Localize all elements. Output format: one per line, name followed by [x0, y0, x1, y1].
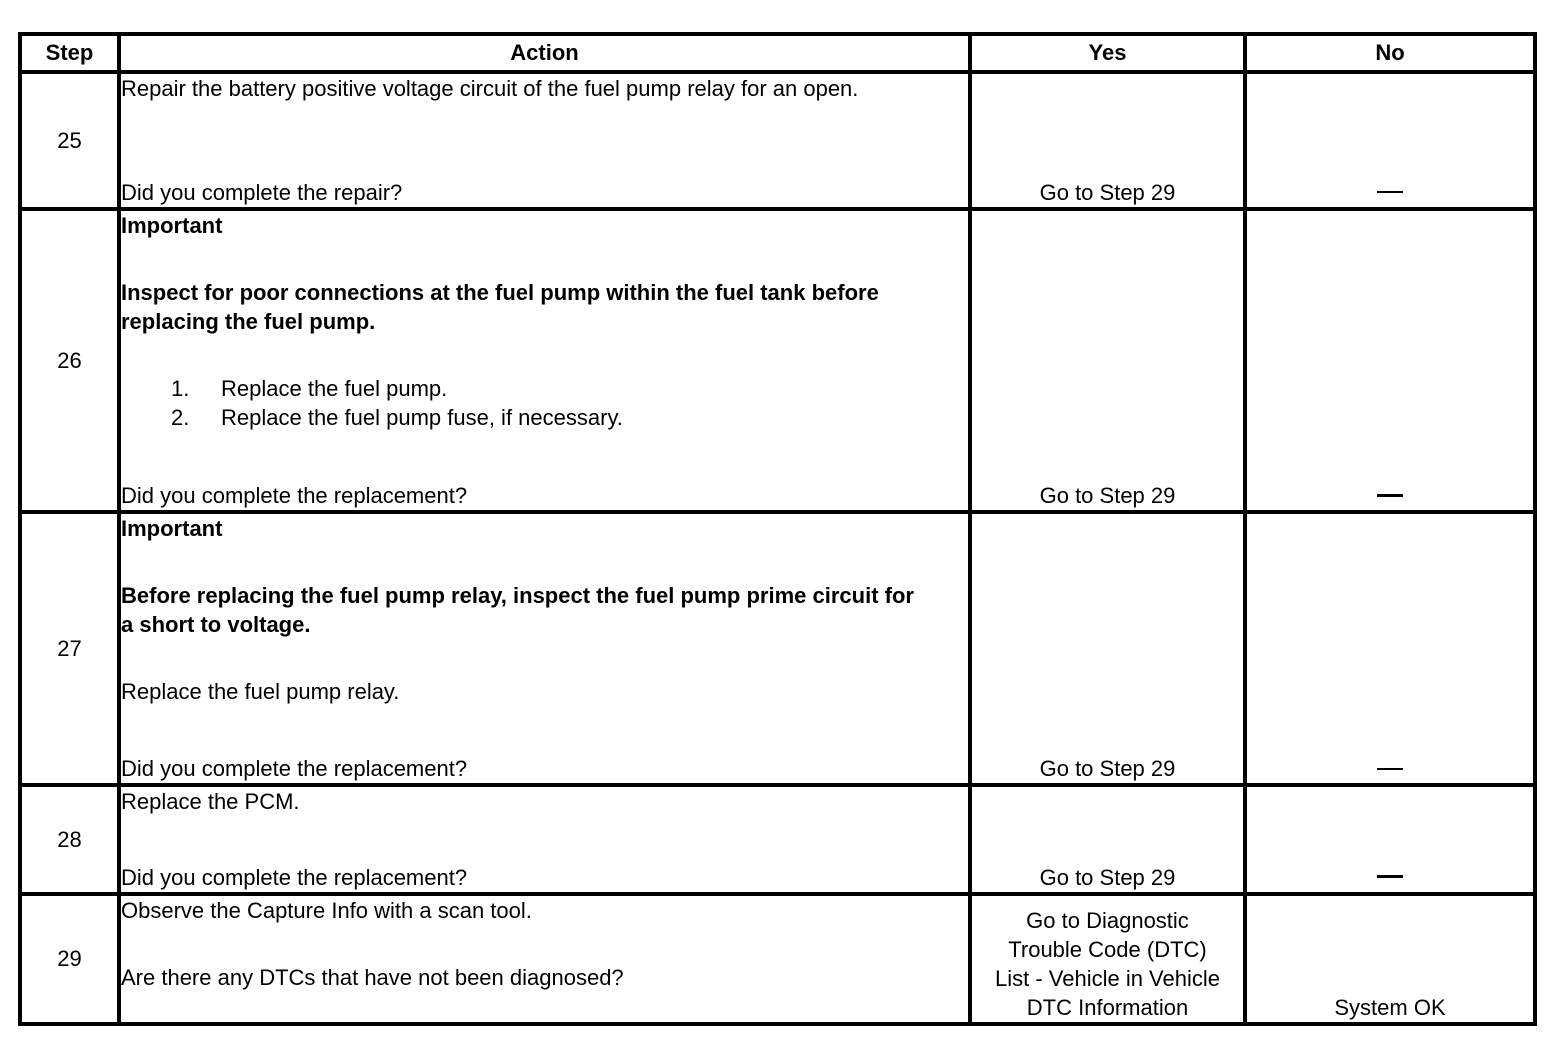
table-row	[20, 785, 1535, 893]
important-label: Important	[121, 213, 223, 239]
question-text: Are there any DTCs that have not been diagnosed?	[121, 964, 624, 990]
header-yes: Yes	[970, 34, 1245, 72]
step-number: 28	[20, 785, 119, 893]
yes-result: Go to Step 29	[970, 512, 1245, 786]
em-dash	[1377, 875, 1403, 878]
header-no: No	[1245, 34, 1535, 72]
step-number: 26	[20, 209, 119, 512]
action-cell	[119, 512, 970, 786]
list-item: 2. Replace the fuel pump fuse, if necessary.	[171, 405, 623, 431]
yes-result: Go to Diagnostic Trouble Code (DTC) List - Vehicle in Vehicle DTC Information	[970, 894, 1245, 1024]
important-note: Before replacing the fuel pump relay, inspect the fuel pump prime circuit for a short to voltage.	[121, 582, 914, 637]
question-text: Did you complete the replacement?	[121, 756, 468, 782]
question-text: Did you complete the replacement?	[121, 864, 468, 890]
important-note: Inspect for poor connections at the fuel pump within the fuel tank before replacing the fuel pump.	[121, 280, 879, 335]
no-result	[1245, 209, 1535, 512]
no-result	[1245, 512, 1535, 786]
action-text: Replace the PCM.	[121, 789, 300, 815]
action-cell	[119, 894, 970, 1024]
step-number: 25	[20, 72, 119, 209]
no-result	[1245, 785, 1535, 893]
action-cell	[119, 209, 970, 512]
em-dash	[1377, 191, 1403, 193]
question-text: Did you complete the replacement?	[121, 482, 468, 508]
list-item: 1. Replace the fuel pump.	[171, 376, 448, 402]
table-row	[20, 72, 1535, 209]
question-text: Did you complete the repair?	[121, 180, 403, 206]
em-dash	[1377, 768, 1403, 770]
step-number: 27	[20, 512, 119, 786]
step-number: 29	[20, 894, 119, 1024]
diagnostic-steps-table	[18, 32, 1537, 1026]
action-text: Replace the fuel pump relay.	[121, 678, 400, 704]
action-text: Repair the battery positive voltage circuit of the fuel pump relay for an open.	[121, 76, 859, 101]
no-result: System OK	[1245, 894, 1535, 1024]
action-text: Observe the Capture Info with a scan tool.	[121, 897, 532, 923]
yes-result: Go to Step 29	[970, 72, 1245, 209]
no-result	[1245, 72, 1535, 209]
action-cell	[119, 72, 970, 209]
header-action: Action	[119, 34, 970, 72]
step-list	[121, 374, 968, 432]
yes-result: Go to Step 29	[970, 209, 1245, 512]
header-step: Step	[20, 34, 119, 72]
table-row	[20, 894, 1535, 1024]
table-row	[20, 209, 1535, 512]
table-header-row	[20, 34, 1535, 72]
yes-result: Go to Step 29	[970, 785, 1245, 893]
important-label: Important	[121, 515, 223, 541]
table-row	[20, 512, 1535, 786]
action-cell	[119, 785, 970, 893]
em-dash	[1377, 494, 1403, 497]
